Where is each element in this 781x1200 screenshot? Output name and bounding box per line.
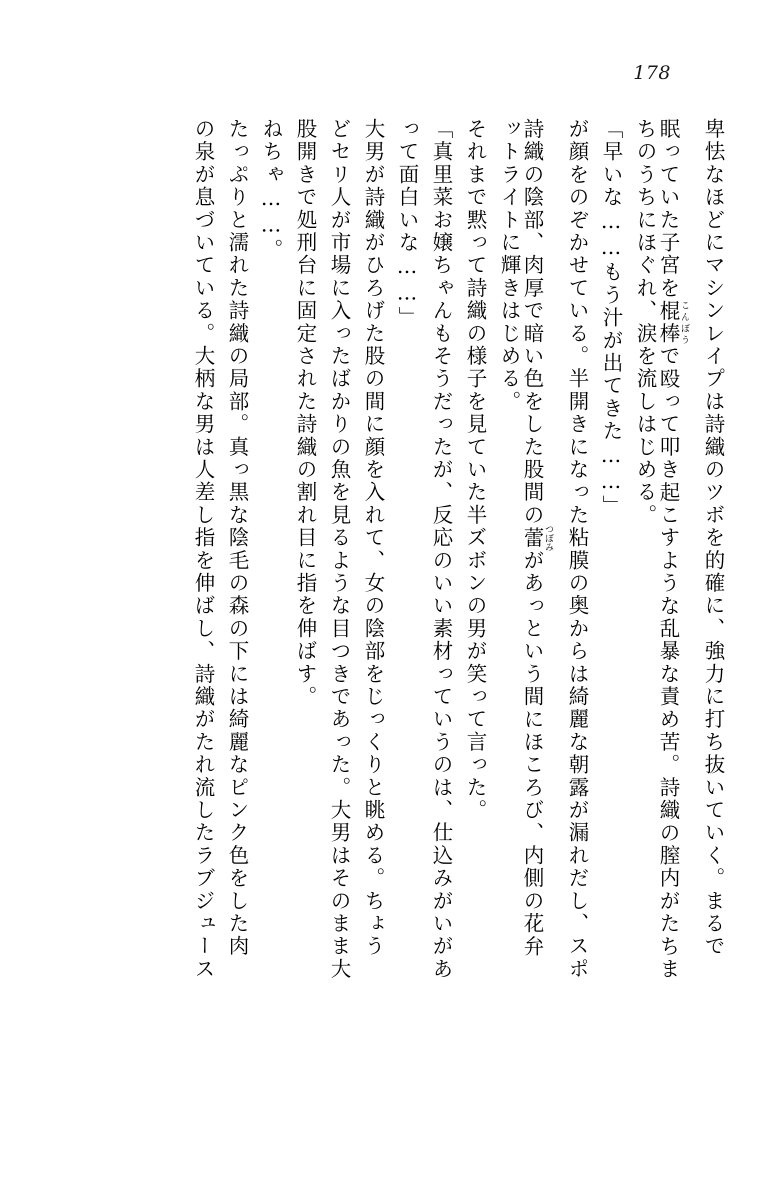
text-line: それまで黙って詩織の様子を見ていた半ズボンの男が笑って言った。 [463,118,487,822]
text-line: たっぷりと濡れた詩織の局部。真っ黒な陰毛の森の下には綺麗なピンク色をした肉 [225,118,249,958]
text-line: 眠っていた子宮を棍棒 こんぼうで殴って叩き起こすような乱暴な責め苦。詩織の膣内がたちま [656,118,689,981]
text-line: ちのうちにほぐれ、涙を流しはじめる。 [633,118,657,527]
text-line: 「早いな……もう汁が出てきた……」 [599,118,623,518]
ruby-annotation: 蕾 つぼみ [520,524,553,552]
text-line: 卑怯なほどにマシンレイプは詩織のツボを的確に、強力に打ち抜いていく。まるで [701,118,725,958]
page-number: 178 [633,62,671,84]
text-line: 股開きで処刑台に固定された詩織の割れ目に指を伸ばす。 [293,118,317,709]
text-line: どセリ人が市場に入ったばかりの魚を見るような目つきであった。大男はそのまま大 [327,118,351,981]
text-line: の泉が息づいている。大柄な男は人差し指を伸ばし、詩織がたれ流したラブジュース [191,118,215,981]
text-line: が顔をのぞかせている。半開きになった粘膜の奥からは綺麗な朝露が漏れだし、スポ [565,118,589,981]
text-line: 大男が詩織がひろげた股の間に顔を入れて、女の陰部をじっくりと眺める。ちょう [361,118,385,958]
body-text-vertical [55,118,723,1128]
text-line: ねちゃ……。 [259,118,283,262]
text-line: 「真里菜お嬢ちゃんもそうだったが、反応のいい素材っていうのは、仕込みがいがあ [429,118,453,981]
text-line: 詩織の陰部、肉厚で暗い色をした股間の蕾 つぼみがあっという間にほころび、内側の花弁 [520,118,553,958]
text-line: って面白いな……」 [395,118,419,330]
ruby-annotation: 棍棒 こんぼう [656,299,689,346]
text-line: ットライトに輝きはじめる。 [497,118,521,414]
